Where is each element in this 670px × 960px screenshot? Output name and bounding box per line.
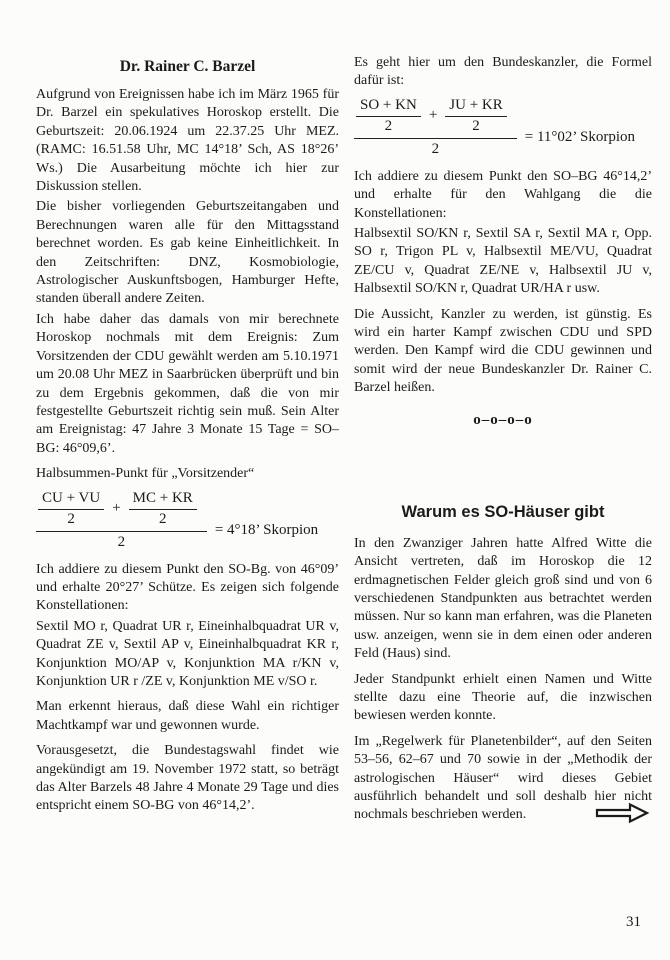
fraction-2-denominator: 2 xyxy=(472,117,480,134)
fraction-2-numerator: JU + KR xyxy=(445,97,506,117)
right-column xyxy=(354,54,652,825)
fraction-1-denominator: 2 xyxy=(67,510,75,527)
fraction-2-numerator: MC + KR xyxy=(129,490,197,510)
paragraph-rulebook: Im „Regelwerk für Planetenbilder“, auf den Seiten 53–56, 62–67 und 70 sowie in der „Methodik der astrologischen Häuser“ wird dieses Gebiet ausführlich behandelt und soll deshalb hier nicht nochmals beschrieben werden. xyxy=(354,733,652,823)
paragraph-add: Ich addiere zu diesem Punkt den SO-Bg. von 46°09’ und erhalte 20°27’ Schütze. Es zeigen sich folgende Konstellationen: xyxy=(36,561,339,614)
paragraph-rulebook-wrap xyxy=(354,733,652,825)
page-number: 31 xyxy=(626,914,641,930)
outer-denominator: 2 xyxy=(117,533,126,550)
fraction-1 xyxy=(356,97,421,135)
paragraph-chancellor: Es geht hier um den Bundeskanzler, die Formel dafür ist: xyxy=(354,55,652,89)
paragraph-intro: Aufgrund von Ereignissen habe ich im März 1965 für Dr. Barzel ein spekulatives Horoskop erstellt. Die Geburtszeit: 20.06.1924 um 22.37.25 Uhr MEZ. (RAMC: 16.51.58 Uhr, MC 14°18’ Sch, AS 18°26’ Ws.) Die Ausarbeitung möchte ich hier zur Diskussion stellen. xyxy=(36,87,339,195)
plus-sign: + xyxy=(112,500,121,517)
paragraph-constellations: Sextil MO r, Quadrat UR r, Eineinhalbquadrat UR v, Quadrat ZE v, Sextil AP v, Eineinhalbquadrat KR r, Konjunktion MO/AP v, Konjunktion MA r/KN v, Konjunktion UR r /ZE v, Konjunktion ME v/SO r. xyxy=(36,618,339,689)
halfsum-formula-right xyxy=(354,97,652,158)
formula-result: = 11°02’ Skorpion xyxy=(524,128,636,145)
outer-numerator xyxy=(354,97,517,139)
paragraph-witte: In den Zwanziger Jahren hatte Alfred Witte die Ansicht vertreten, daß im Horoskop die 12 erdmagnetischen Felder gleich groß sind und von 6 verschiedenen Standpunkten aus betrachtet werden müssen. Nur so kann man erfahren, was die Planeten usw. anzeigen, wenn sie in dem einen oder anderen Feld (Haus) sind. xyxy=(354,535,652,662)
fraction-1-denominator: 2 xyxy=(384,117,393,134)
plus-sign: + xyxy=(428,107,438,124)
outer-numerator xyxy=(36,490,207,532)
halfsum-label: Halbsummen-Punkt für „Vorsitzender“ xyxy=(36,466,255,482)
section-separator: o–o–o–o xyxy=(473,411,533,428)
fraction-2 xyxy=(445,97,506,135)
halfsum-formula-left xyxy=(36,490,339,551)
fraction-1-numerator: CU + VU xyxy=(38,490,104,510)
paragraph-outlook: Die Aussicht, Kanzler zu werden, ist günstig. Es wird ein harter Kampf zwischen CDU und SPD werden. Den Kampf wird die CDU gewinnen und somit wird der neue Bundeskanzler Dr. Rainer C. Barzel heißen. xyxy=(354,306,652,396)
paragraph-viewpoint: Jeder Standpunkt erhielt einen Namen und Witte stellte dazu eine Theorie auf, die inzwischen bewiesen werden konnte. xyxy=(354,671,652,724)
formula-result: = 4°18’ Skorpion xyxy=(214,521,319,538)
fraction-2-denominator: 2 xyxy=(158,510,167,527)
fraction-2 xyxy=(129,490,197,528)
outer-fraction xyxy=(354,97,517,158)
paragraph-add: Ich addiere zu diesem Punkt den SO–BG 46°14,2’ und erhalte für den Wahlgang die die Konstellationen: xyxy=(354,168,652,221)
outer-fraction xyxy=(36,490,207,551)
article-title: Dr. Rainer C. Barzel xyxy=(119,58,256,75)
paragraph-power-struggle: Man erkennt hieraus, daß diese Wahl ein richtiger Machtkampf war und gewonnen wurde. xyxy=(36,699,339,733)
fraction-1-numerator: SO + KN xyxy=(356,97,421,117)
left-column xyxy=(36,58,339,823)
outer-denominator: 2 xyxy=(431,140,440,157)
paragraph-constellations: Halbsextil SO/KN r, Sextil SA r, Sextil MA r, Opp. SO r, Trigon PL v, Halbsextil ME/VU, Quadrat ZE/CU v, Quadrat ZE/NE v, Halbsextil JU v, Halbsextil SO/KN r, Quadrat UR/HA r usw. xyxy=(354,226,652,297)
paragraph-check: Ich habe daher das damals von mir berechnete Horoskop nochmals mit dem Ereignis: Zum Vorsitzenden der CDU gewählt werden am 5.10.1971 um 20.08 Uhr MEZ in Saarbrücken überprüft und bin zu dem Ergebnis gekommen, daß die von mir festgestellte Geburtszeit richtig sein muß. Sein Alter am Ereignistag: 47 Jahre 3 Monate 15 Tage = SO–BG: 46°09,6’. xyxy=(36,311,339,456)
paragraph-forecast: Vorausgesetzt, die Bundestagswahl findet wie angekündigt am 19. November 1972 statt, so beträgt das Alter Barzels 48 Jahre 4 Monate 29 Tage und dies entspricht einem SO-BG von 46°14,2’. xyxy=(36,743,339,814)
fraction-1 xyxy=(38,490,104,528)
continue-arrow-icon xyxy=(594,802,650,824)
paragraph-sources: Die bisher vorliegenden Geburtszeitangaben und Berechnungen waren alle für den Mittagsstand berechnet worden. Es gab keine Einheitlichkeit. In den Zeitschriften: DNZ, Kosmobiologie, Astrologischer Auskunftsbogen, Hamburger Hefte, standen überall andere Zeiten. xyxy=(36,199,339,307)
section-title: Warum es SO-Häuser gibt xyxy=(401,502,605,521)
